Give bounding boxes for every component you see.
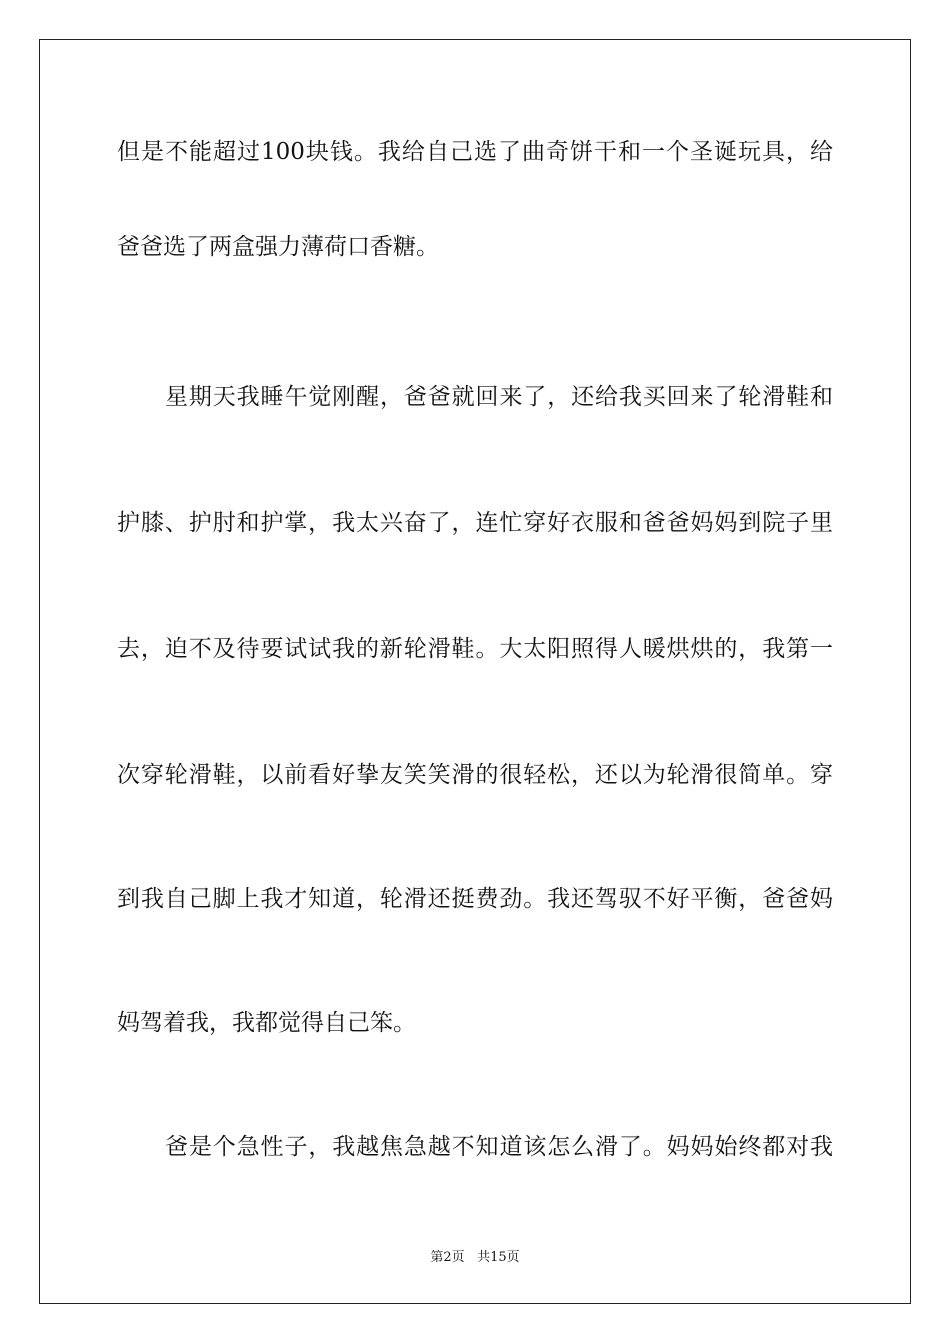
page-footer: [0, 1246, 950, 1265]
text-line-1: 但是不能超过100块钱。我给自己选了曲奇饼干和一个圣诞玩具，给: [117, 139, 833, 165]
text-line-6: 次穿轮滑鞋，以前看好挚友笑笑滑的很轻松，还以为轮滑很简单。穿: [117, 762, 833, 788]
text-line-5: 去，迫不及待要试试我的新轮滑鞋。大太阳照得人暖烘烘的，我第一: [117, 636, 833, 662]
paragraph-start-line: 星期天我睡午觉刚醒，爸爸就回来了，还给我买回来了轮滑鞋和: [165, 384, 833, 410]
page-total: 共15页: [477, 1250, 520, 1265]
text-line-2: 爸爸选了两盒强力薄荷口香糖。: [117, 234, 439, 260]
text-line-4: 护膝、护肘和护掌，我太兴奋了，连忙穿好衣服和爸爸妈妈到院子里: [117, 510, 833, 536]
text-line-8: 妈驾着我，我都觉得自己笨。: [117, 1010, 416, 1036]
paragraph-start-line-2: 爸是个急性子，我越焦急越不知道该怎么滑了。妈妈始终都对我: [165, 1134, 833, 1160]
page-number: 第2页: [430, 1250, 465, 1265]
page-frame: [39, 39, 911, 1304]
text-line-7: 到我自己脚上我才知道，轮滑还挺费劲。我还驾驭不好平衡，爸爸妈: [117, 886, 833, 912]
